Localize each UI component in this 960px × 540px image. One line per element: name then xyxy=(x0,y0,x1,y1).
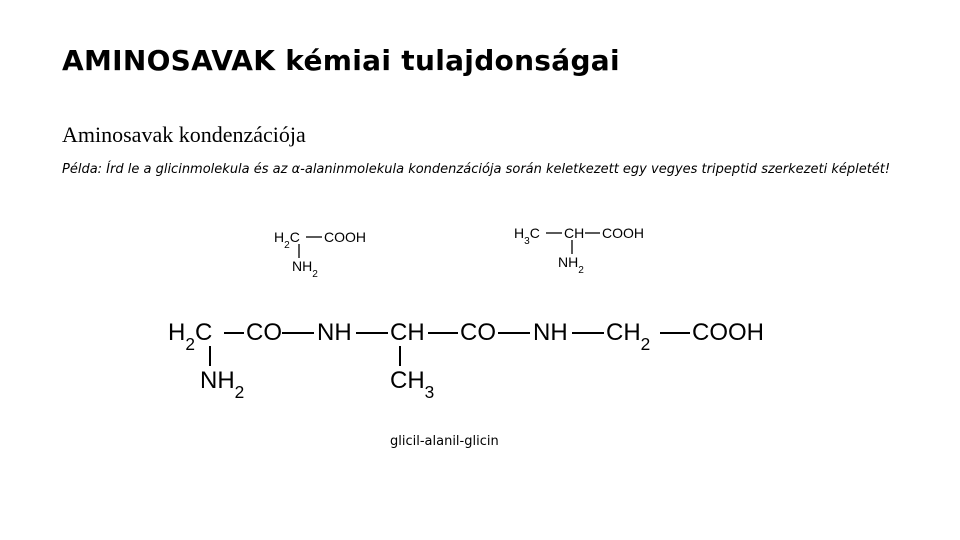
glycine-structure xyxy=(268,222,378,278)
tripeptide-group-7: $CH_2$ xyxy=(606,319,651,354)
tripeptide-group-1: $H_2C$ xyxy=(168,319,213,354)
tripeptide-group-8: COOH xyxy=(692,319,764,346)
tripeptide-group-4: CH xyxy=(390,319,425,346)
alanine-methyl: $H_3C$ xyxy=(514,225,540,247)
example-task: Példa: Írd le a glicinmolekula és az α-alaninmolekula kondenzációja során keletkezett egy vegyes tripeptid szerkezeti képletét! xyxy=(62,162,891,177)
alanine-carbon: CH xyxy=(564,225,585,241)
alanine-structure xyxy=(508,216,658,276)
slide-title: AMINOSAVAK kémiai tulajdonságai xyxy=(62,44,620,77)
tripeptide-group-6: NH xyxy=(533,319,568,346)
tripeptide-name: glicil-alanil-glicin xyxy=(390,434,499,449)
alanine-amine: $NH_2$ xyxy=(558,254,584,276)
tripeptide-side-chain: $CH_3$ xyxy=(390,367,435,400)
tripeptide-group-3: NH xyxy=(317,319,352,346)
tripeptide-structure xyxy=(160,310,800,400)
tripeptide-group-5: CO xyxy=(460,319,496,346)
glycine-acid: COOH xyxy=(324,229,366,245)
tripeptide-group-2: CO xyxy=(246,319,282,346)
glycine-amine: $NH_2$ xyxy=(292,258,318,278)
tripeptide-amine: $NH_2$ xyxy=(200,367,245,400)
section-subtitle: Aminosavak kondenzációja xyxy=(62,122,306,147)
glycine-carbon: $H_2C$ xyxy=(274,229,300,251)
alanine-acid: COOH xyxy=(602,225,644,241)
